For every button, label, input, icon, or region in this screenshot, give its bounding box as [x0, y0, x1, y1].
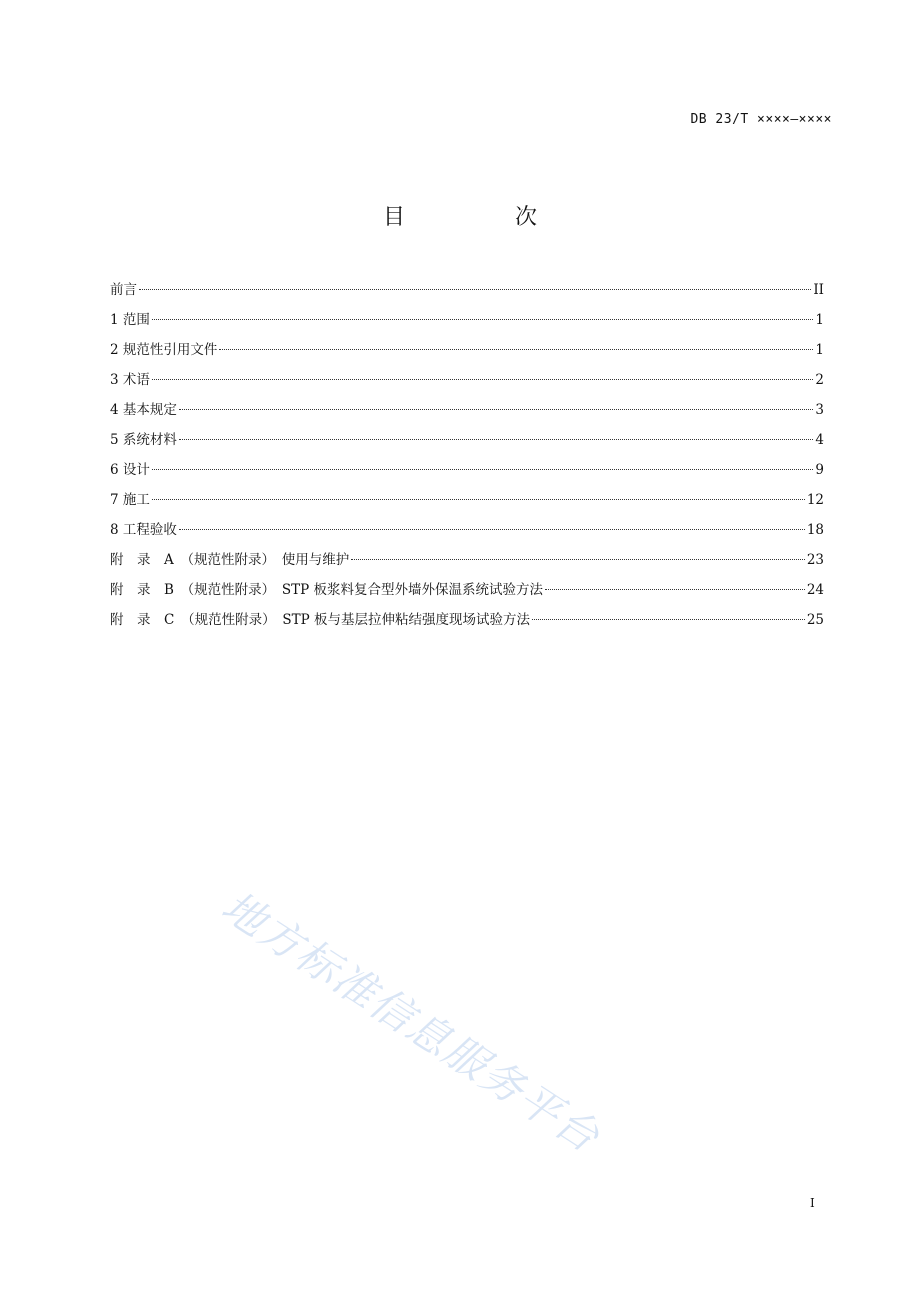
toc-page-number: 9 — [815, 462, 824, 478]
toc-page-number: 25 — [806, 612, 824, 628]
toc-page-number: 4 — [815, 432, 824, 448]
toc-leader-dots — [219, 349, 813, 350]
toc-page-number: II — [813, 282, 824, 298]
toc-label: 3 术语 — [110, 372, 150, 388]
toc-leader-dots — [179, 409, 814, 410]
toc-page-number: 1 — [815, 342, 824, 358]
toc-leader-dots — [179, 529, 805, 530]
toc-page-number: 18 — [806, 522, 824, 538]
toc-label: 附 录 A （规范性附录） 使用与维护 — [110, 552, 350, 568]
toc-leader-dots — [179, 439, 814, 440]
toc-label: 附 录 B （规范性附录） STP 板浆料复合型外墙外保温系统试验方法 — [110, 582, 544, 598]
toc-leader-dots — [532, 619, 805, 620]
toc-entry-system-materials[interactable] — [110, 428, 824, 458]
toc-leader-dots — [152, 319, 814, 320]
toc-leader-dots — [545, 589, 805, 590]
toc-label: 6 设计 — [110, 462, 150, 478]
toc-entry-design[interactable] — [110, 458, 824, 488]
toc-entry-foreword[interactable] — [110, 278, 824, 308]
toc-label: 8 工程验收 — [110, 522, 177, 538]
toc-page-number: 12 — [806, 492, 824, 508]
toc-entry-acceptance[interactable] — [110, 518, 824, 548]
toc-entry-appendix-b[interactable] — [110, 578, 824, 608]
toc-page-number: 1 — [815, 312, 824, 328]
toc-label: 1 范围 — [110, 312, 150, 328]
toc-entry-appendix-a[interactable] — [110, 548, 824, 578]
toc-page-number: 3 — [815, 402, 824, 418]
toc-entry-normative-references[interactable] — [110, 338, 824, 368]
toc-label: 2 规范性引用文件 — [110, 342, 218, 358]
toc-label: 5 系统材料 — [110, 432, 177, 448]
toc-leader-dots — [152, 469, 814, 470]
toc-leader-dots — [152, 499, 805, 500]
toc-entry-construction[interactable] — [110, 488, 824, 518]
standard-code: DB 23/T ××××—×××× — [690, 112, 832, 127]
toc-label: 附 录 C （规范性附录） STP 板与基层拉伸粘结强度现场试验方法 — [110, 612, 530, 628]
toc-leader-dots — [139, 289, 811, 290]
toc-entry-appendix-c[interactable] — [110, 608, 824, 638]
toc-label: 前言 — [110, 282, 137, 298]
toc-entry-scope[interactable] — [110, 308, 824, 338]
footer-page-number: I — [810, 1196, 815, 1210]
watermark: 地方标准信息服务平台 — [213, 881, 610, 1163]
toc-page-number: 2 — [815, 372, 824, 388]
toc-leader-dots — [351, 559, 805, 560]
toc-label: 7 施工 — [110, 492, 150, 508]
toc-entry-terms[interactable] — [110, 368, 824, 398]
toc-page-number: 24 — [806, 582, 824, 598]
table-of-contents — [110, 278, 824, 638]
toc-page-number: 23 — [806, 552, 824, 568]
toc-label: 4 基本规定 — [110, 402, 177, 418]
toc-entry-basic-provisions[interactable] — [110, 398, 824, 428]
page-title: 目 次 — [382, 205, 581, 230]
toc-leader-dots — [152, 379, 814, 380]
